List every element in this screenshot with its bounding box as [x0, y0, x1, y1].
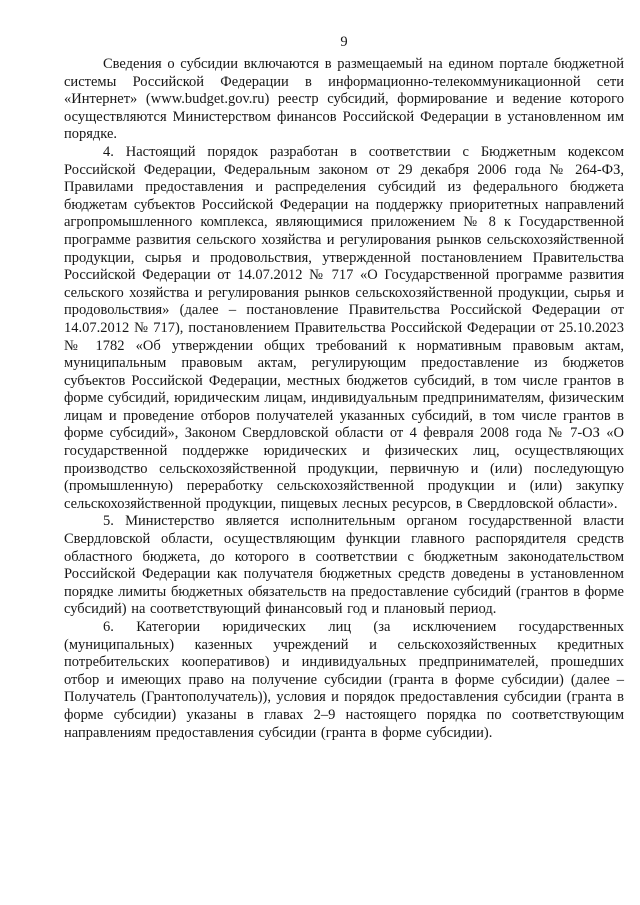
- document-body: [64, 56, 624, 742]
- paragraph-subsidy-register: Сведения о субсидии включаются в размещаемый на едином портале бюджетной системы Российской Федерации в информационно-телекоммуникационной сети «Интернет» (www.budget.gov.ru) реестр субсидий, формирование и ведение которого осуществляются Министерством финансов Российской Федерации в установленном им порядке.: [64, 56, 624, 143]
- paragraph-item-5: 5. Министерство является исполнительным органом государственной власти Свердловской области, осуществляющим функции главного распорядителя средств областного бюджета, до которого в соответствии с бюджетным законодательством Российской Федерации как получателя бюджетных средств доведены в установленном порядке лимиты бюджетных обязательств на предоставление субсидий (грантов в форме субсидий) на соответствующий финансовый год и плановый период.: [64, 513, 624, 618]
- page-number: 9: [340, 34, 348, 50]
- paragraph-item-6: 6. Категории юридических лиц (за исключением государственных (муниципальных) казенных учреждений и сельскохозяйственных кредитных потребительских кооперативов) и индивидуальных предпринимателей, прошедших отбор и имеющих право на получение субсидии (гранта в форме субсидии) (далее – Получатель (Грантополучатель)), условия и порядок предоставления субсидии (гранта в форме субсидии) указаны в главах 2–9 настоящего порядка по соответствующим направлениям предоставления субсидии (гранта в форме субсидии).: [64, 619, 624, 741]
- paragraph-item-4: 4. Настоящий порядок разработан в соответствии с Бюджетным кодексом Российской Федерации, Федеральным законом от 29 декабря 2006 года № 264-ФЗ, Правилами предоставления и распределения субсидий из федерального бюджета бюджетам субъектов Российской Федерации на поддержку приоритетных направлений агропромышленного комплекса, являющимися приложением № 8 к Государственной программе развития сельского хозяйства и регулирования рынков сельскохозяйственной продукции, сырья и продовольствия, утвержденной постановлением Правительства Российской Федерации от 14.07.2012 № 717 «О Государственной программе развития сельского хозяйства и регулирования рынков сельскохозяйственной продукции, сырья и продовольствия» (далее – постановление Правительства Российской Федерации от 14.07.2012 № 717), постановлением Правительства Российской Федерации от 25.10.2023 № 1782 «Об утверждении общих требований к нормативным правовым актам, муниципальным правовым актам, регулирующим предоставление из бюджетов субъектов Российской Федерации, местных бюджетов субсидий, в том числе грантов в форме субсидий, юридическим лицам, индивидуальным предпринимателям, физическим лицам и проведение отборов получателей указанных субсидий, в том числе грантов в форме субсидий», Законом Свердловской области от 4 февраля 2008 года № 7-ОЗ «О государственной поддержке юридических и физических лиц, осуществляющих производство сельскохозяйственной продукции, первичную и (или) последующую (промышленную) переработку сельскохозяйственной продукции и (или) закупку сельскохозяйственной продукции, пищевых лесных ресурсов, в Свердловской области».: [64, 143, 624, 512]
